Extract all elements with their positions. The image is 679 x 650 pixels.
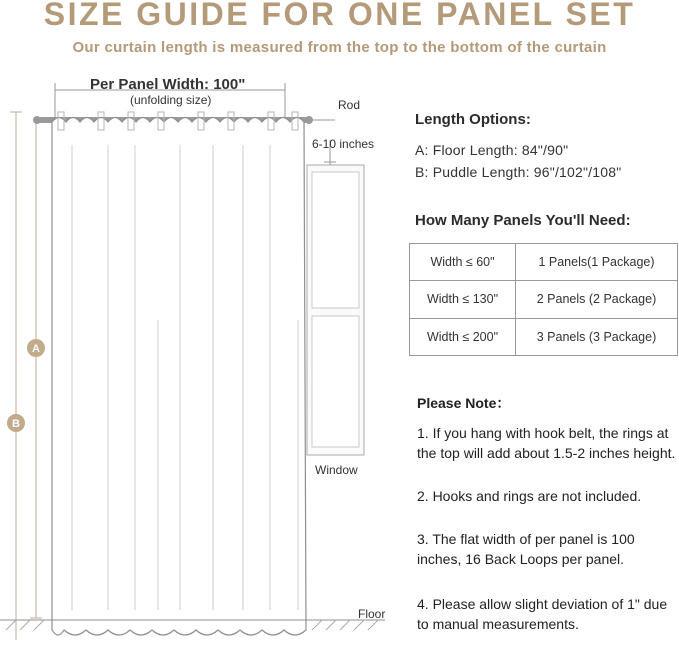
note-item-2: 2. Hooks and rings are not included. [417, 488, 642, 504]
note-item-1: 1. If you hang with hook belt, the rings at the top will add about 1.5-2 inches height. [417, 425, 676, 461]
panel-width-sublabel: (unfolding size) [130, 93, 212, 107]
marker-b-label: B [12, 418, 20, 430]
table-cell-count: 1 Panels(1 Package) [516, 244, 678, 281]
rod-label: Rod [338, 98, 361, 112]
table-row [410, 281, 678, 318]
notes-heading: Please Note： [417, 395, 511, 411]
table-row [410, 318, 678, 355]
note-item-4: 4. Please allow slight deviation of 1" due to manual measurements. [417, 596, 668, 632]
curtain-panel [52, 112, 306, 635]
table-row [410, 244, 678, 281]
floor-label: Floor [358, 607, 386, 621]
page-title: SIZE GUIDE FOR ONE PANEL SET [43, 0, 636, 32]
window-label: Window [315, 463, 358, 477]
window-frame [307, 140, 364, 455]
length-measure-a [27, 124, 45, 618]
panels-heading: How Many Panels You'll Need: [415, 212, 631, 229]
gap-label: 6-10 inches [312, 137, 375, 151]
note-item-3: 3. The flat width of per panel is 100 inches, 16 Back Loops per panel. [417, 531, 635, 567]
page-subtitle: Our curtain length is measured from the top to the bottom of the curtain [72, 39, 607, 56]
table-cell-width: Width ≤ 200" [410, 318, 516, 355]
length-option-puddle: B: Puddle Length: 96"/102"/108" [415, 164, 622, 180]
marker-a-label: A [32, 343, 40, 355]
panels-table [409, 243, 678, 356]
table-cell-count: 3 Panels (3 Package) [516, 318, 678, 355]
length-measure-b [7, 112, 25, 640]
table-cell-width: Width ≤ 130" [410, 281, 516, 318]
table-cell-count: 2 Panels (2 Package) [516, 281, 678, 318]
length-option-floor: A: Floor Length: 84"/90" [415, 142, 569, 158]
panel-width-label: Per Panel Width: 100" [90, 76, 246, 93]
table-cell-width: Width ≤ 60" [410, 244, 516, 281]
length-options-heading: Length Options: [415, 111, 531, 128]
